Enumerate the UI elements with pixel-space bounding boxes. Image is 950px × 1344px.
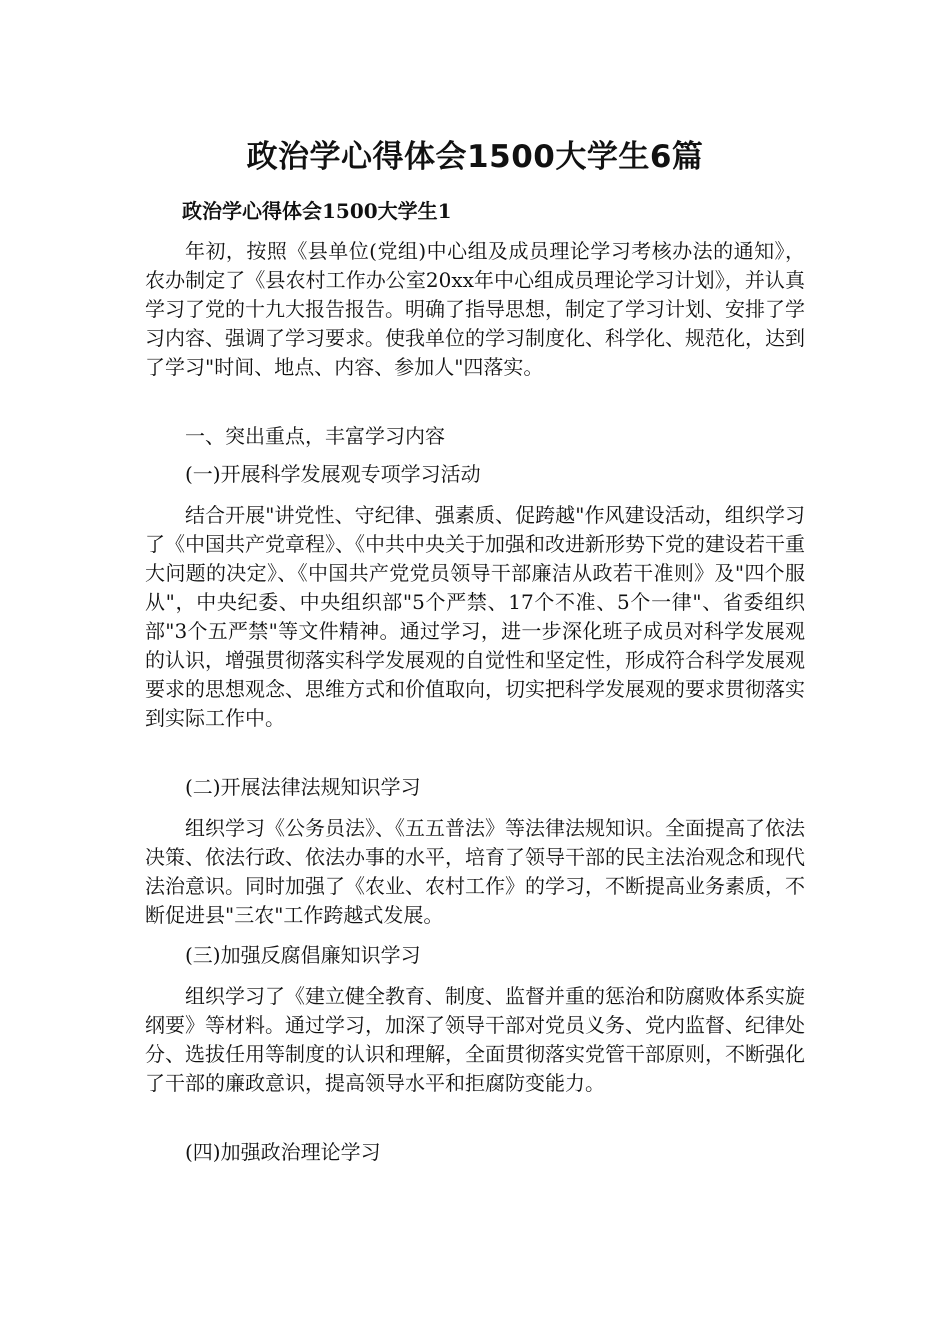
subheading-2: (二)开展法律法规知识学习 [185, 775, 421, 799]
paragraph-science-development: 结合开展"讲党性、守纪律、强素质、促跨越"作风建设活动，组织学习了《中国共产党章程》、《中共中央关于加强和改进新形势下党的建设若干重大问题的决定》、《中国共产党党员领导干部廉洁从政若干准则》及"四个服从"，中央纪委、中央组织部"5个严禁、17个不准、5个一律"、省委组织部"3个五严禁"等文件精神。通过学习，进一步深化班子成员对科学发展观的认识，增强贯彻落实科学发展观的自觉性和坚定性，形成符合科学发展观要求的思想观念、思维方式和价值取向，切实把科学发展观的要求贯彻落实到实际工作中。 [145, 503, 805, 730]
section-subtitle: 政治学心得体会1500大学生1 [182, 199, 452, 223]
paragraph-anti-corruption: 组织学习了《建立健全教育、制度、监督并重的惩治和防腐败体系实旋纲要》等材料。通过学习，加深了领导干部对党员义务、党内监督、纪律处分、选拔任用等制度的认识和理解，全面贯彻落实党管干部原则，不断强化了干部的廉政意识，提高领导水平和拒腐防变能力。 [145, 984, 805, 1095]
subheading-4: (四)加强政治理论学习 [185, 1140, 381, 1164]
paragraph-intro: 年初，按照《县单位(党组)中心组及成员理论学习考核办法的通知》，农办制定了《县农村工作办公室20xx年中心组成员理论学习计划》，并认真学习了党的十九大报告报告。明确了指导思想，制定了学习计划、安排了学习内容、强调了学习要求。使我单位的学习制度化、科学化、规范化，达到了学习"时间、地点、内容、参加人"四落实。 [145, 239, 805, 379]
heading-1: 一、突出重点，丰富学习内容 [185, 424, 445, 448]
paragraph-law-study: 组织学习《公务员法》、《五五普法》等法律法规知识。全面提高了依法决策、依法行政、依法办事的水平，培育了领导干部的民主法治观念和现代法治意识。同时加强了《农业、农村工作》的学习，不断提高业务素质，不断促进县"三农"工作跨越式发展。 [145, 816, 805, 927]
subheading-1: (一)开展科学发展观专项学习活动 [185, 462, 481, 486]
subheading-3: (三)加强反腐倡廉知识学习 [185, 943, 421, 967]
document-title: 政治学心得体会1500大学生6篇 [246, 139, 704, 175]
